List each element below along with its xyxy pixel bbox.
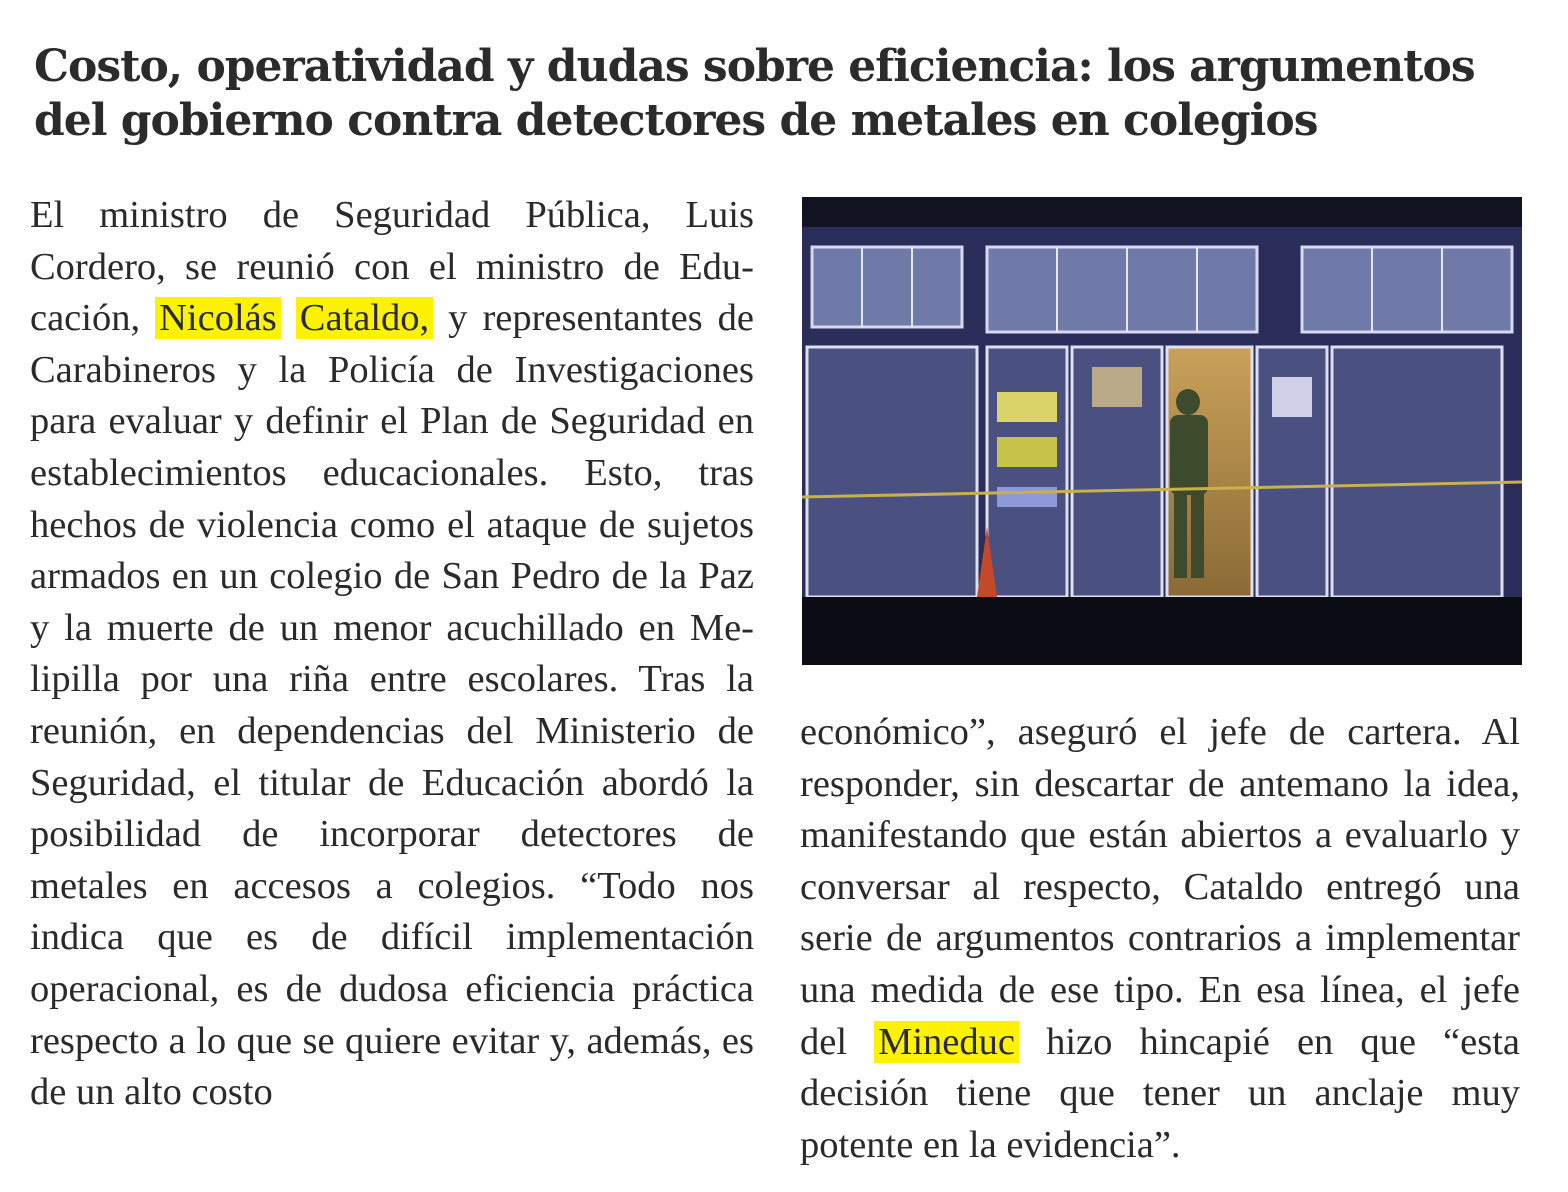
left-text-start: El ministro de Seguridad Pública, Luis Cordero, se reunió con el ministro de Educación, <box>30 194 754 340</box>
article-headline: Costo, operatividad y dudas sobre eficiencia: los argumentos del gobierno contra detectores de metales en colegios <box>34 41 1475 146</box>
article-column-left <box>30 190 754 1119</box>
school-entrance-night-photo <box>802 197 1522 665</box>
article-column-right <box>800 707 1520 1171</box>
highlight-cataldo: Cataldo, <box>296 297 433 339</box>
highlight-nicolas: Nicolás <box>155 297 281 339</box>
right-text-end: hizo hincapié en que “esta decisión tiene que tener un anclaje muy potente en la evidencia”. <box>800 1020 1520 1166</box>
photo-illustration <box>802 197 1522 665</box>
right-text-start: económico”, aseguró el jefe de cartera. Al responder, sin descartar de antemano la idea, manifestando que están abiertos a evaluarlo y conversar al respecto, Cataldo entregó una serie de argumentos contrarios a implementar una medida de ese tipo. En esa línea, el jefe del <box>800 711 1520 1063</box>
left-text-end: y representantes de Carabineros y la Policía de Investigaciones para evaluar y definir el Plan de Seguridad en establecimientos educacionales. Esto, tras hechos de violencia como el ataque de sujetos armados en un colegio de San Pedro de la Paz y la muerte de un menor acuchillado en Melipilla por una riña entre escolares. Tras la reunión, en dependencias del Ministerio de Seguridad, el titular de Educación abordó la posibilidad de incorporar detectores de metales en accesos a colegios. “Todo nos indica que es de difícil implementación operacional, es de dudosa eficiencia práctica respecto a lo que se quiere evitar y, además, es de un alto costo <box>30 297 755 1114</box>
highlight-mineduc: Mineduc <box>874 1021 1019 1063</box>
